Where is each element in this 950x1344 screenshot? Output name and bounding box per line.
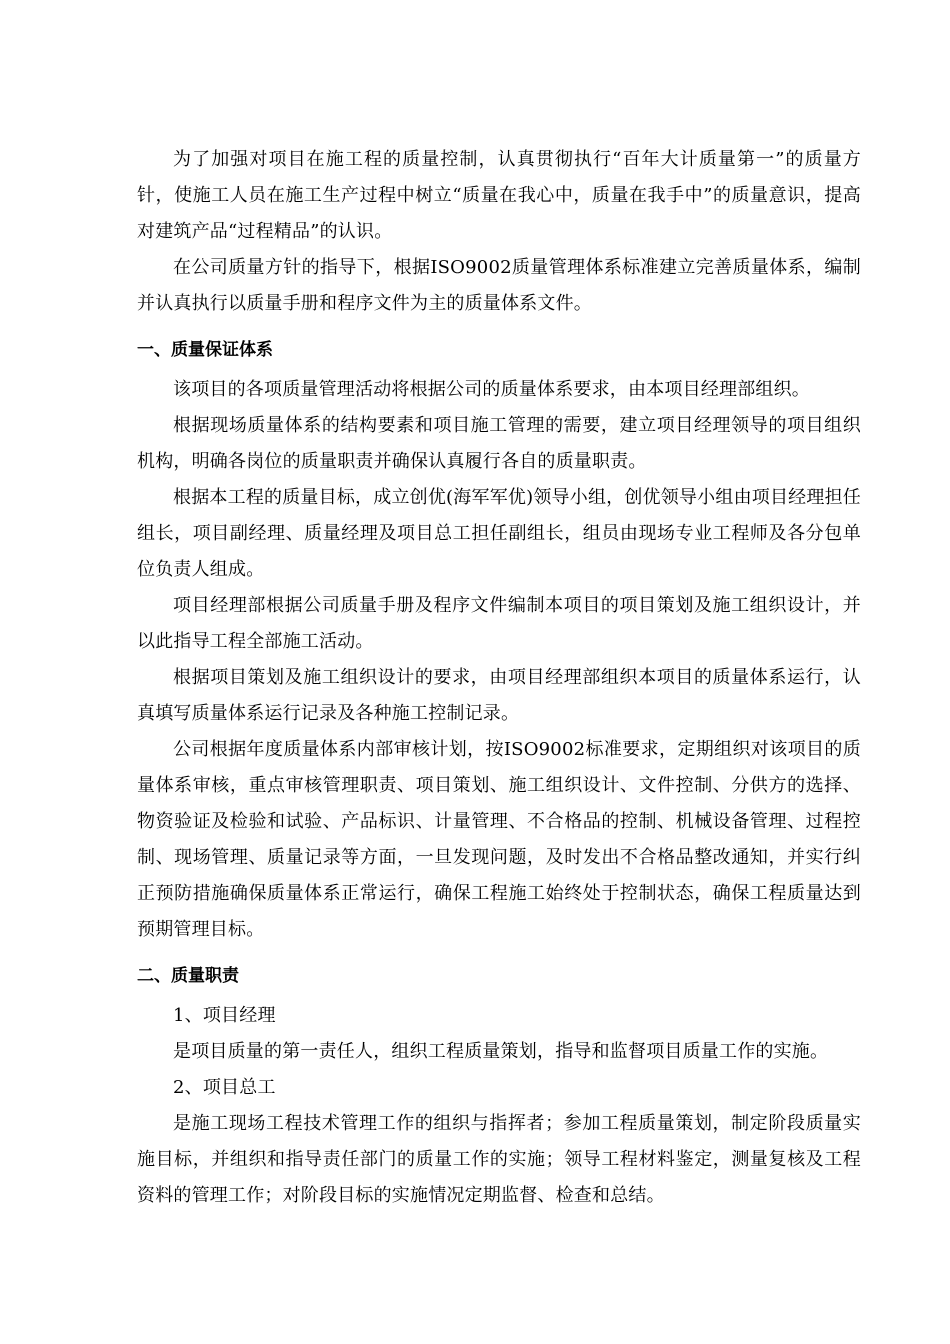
section1-paragraph-2: 根据现场质量体系的结构要素和项目施工管理的需要，建立项目经理领导的项目组织机构，明确各岗位的质量职责并确保认真履行各自的质量职责。 bbox=[137, 415, 861, 472]
section2-paragraph-2: 是施工现场工程技术管理工作的组织与指挥者；参加工程质量策划，制定阶段质量实施目标，并组织和指导责任部门的质量工作的实施；领导工程材料鉴定，测量复核及工程资料的管理工作；对阶段目标的实施情况定期监督、检查和总结。 bbox=[137, 1113, 861, 1206]
intro-paragraph-2: 在公司质量方针的指导下，根据ISO9002质量管理体系标准建立完善质量体系，编制并认真执行以质量手册和程序文件为主的质量体系文件。 bbox=[137, 257, 861, 314]
section-heading-quality-assurance: 一、质量保证体系 bbox=[137, 340, 273, 360]
section2-paragraph-1: 是项目质量的第一责任人，组织工程质量策划，指导和监督项目质量工作的实施。 bbox=[173, 1041, 829, 1062]
section1-paragraph-1: 该项目的各项质量管理活动将根据公司的质量体系要求，由本项目经理部组织。 bbox=[173, 379, 810, 400]
intro-paragraph-1: 为了加强对项目在施工程的质量控制，认真贯彻执行“百年大计质量第一”的质量方针，使施工人员在施工生产过程中树立“质量在我心中，质量在我手中”的质量意识，提高对建筑产品“过程精品”的认识。 bbox=[137, 149, 861, 242]
document-page bbox=[137, 142, 861, 1214]
section-heading-quality-responsibilities: 二、质量职责 bbox=[137, 966, 239, 986]
section2-item-title-1: 1、项目经理 bbox=[173, 1005, 276, 1026]
section1-paragraph-6: 公司根据年度质量体系内部审核计划，按ISO9002标准要求，定期组织对该项目的质量体系审核，重点审核管理职责、项目策划、施工组织设计、文件控制、分供方的选择、物资验证及检验和试验、产品标识、计量管理、不合格品的控制、机械设备管理、过程控制、现场管理、质量记录等方面，一旦发现问题，及时发出不合格品整改通知，并实行纠正预防措施确保质量体系正常运行，确保工程施工始终处于控制状态，确保工程质量达到预期管理目标。 bbox=[137, 739, 861, 940]
section1-paragraph-5: 根据项目策划及施工组织设计的要求，由项目经理部组织本项目的质量体系运行，认真填写质量体系运行记录及各种施工控制记录。 bbox=[137, 667, 861, 724]
section1-paragraph-3: 根据本工程的质量目标，成立创优(海军军优)领导小组，创优领导小组由项目经理担任组长，项目副经理、质量经理及项目总工担任副组长，组员由现场专业工程师及各分包单位负责人组成。 bbox=[137, 487, 861, 580]
section2-item-title-2: 2、项目总工 bbox=[173, 1077, 276, 1098]
section1-paragraph-4: 项目经理部根据公司质量手册及程序文件编制本项目的项目策划及施工组织设计，并以此指导工程全部施工活动。 bbox=[137, 595, 861, 652]
